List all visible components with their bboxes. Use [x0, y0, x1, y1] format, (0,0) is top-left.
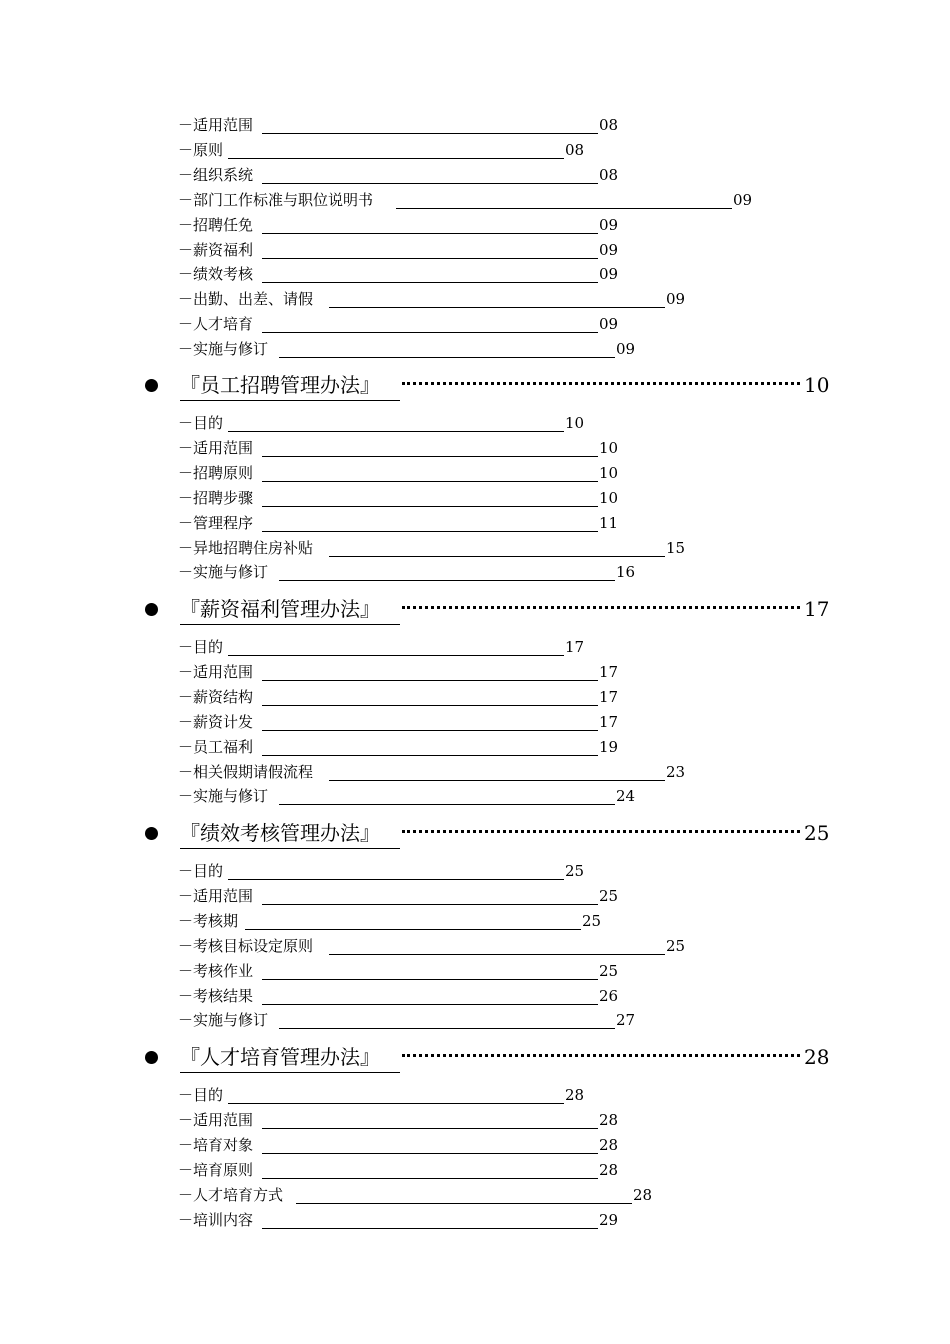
toc-item-page: 09: [599, 215, 619, 234]
toc-item-label: －实施与修订: [178, 1011, 269, 1030]
toc-leader-line: [262, 755, 598, 756]
toc-leader-line: [228, 655, 564, 656]
toc-item-label: －实施与修订: [178, 563, 269, 582]
toc-item-page: 26: [599, 986, 619, 1005]
toc-item[interactable]: [0, 859, 950, 883]
toc-dot-leader: [402, 382, 800, 385]
toc-item-page: 29: [599, 1210, 619, 1229]
toc-item-page: 09: [599, 240, 619, 259]
bullet-icon: [145, 827, 158, 840]
toc-section-title: 『员工招聘管理办法』: [180, 373, 380, 397]
toc-item-page: 28: [599, 1160, 619, 1179]
toc-leader-line: [262, 979, 598, 980]
toc-item-page: 15: [666, 538, 686, 557]
toc-item[interactable]: [0, 635, 950, 659]
toc-item-label: －培训内容: [178, 1210, 254, 1229]
toc-leader-line: [262, 506, 598, 507]
toc-item[interactable]: [0, 934, 950, 958]
toc-item[interactable]: [0, 238, 950, 262]
toc-item-label: －招聘原则: [178, 463, 254, 482]
toc-item-page: 25: [599, 961, 619, 980]
toc-title-underline: [180, 848, 400, 849]
toc-item[interactable]: [0, 411, 950, 435]
toc-item-page: 25: [599, 886, 619, 905]
toc-leader-line: [245, 929, 581, 930]
toc-item-label: －考核结果: [178, 986, 254, 1005]
toc-item-page: 10: [599, 463, 619, 482]
toc-item[interactable]: [0, 560, 950, 584]
toc-leader-line: [262, 705, 598, 706]
toc-leader-line: [262, 730, 598, 731]
toc-dot-leader: [402, 606, 800, 609]
toc-item-label: －异地招聘住房补贴: [178, 538, 314, 557]
toc-item-page: 17: [599, 662, 619, 681]
toc-section-page: 25: [804, 821, 830, 845]
toc-item-label: －原则: [178, 140, 224, 159]
toc-item-label: －薪资计发: [178, 712, 254, 731]
toc-item-label: －相关假期请假流程: [178, 762, 314, 781]
toc-dot-leader: [402, 1054, 800, 1057]
toc-item[interactable]: [0, 511, 950, 535]
toc-item-label: －目的: [178, 638, 224, 656]
toc-item[interactable]: [0, 884, 950, 908]
toc-leader-line: [228, 431, 564, 432]
toc-item-label: －薪资结构: [178, 687, 254, 706]
toc-item[interactable]: [0, 1083, 950, 1107]
toc-item-label: －考核作业: [178, 961, 254, 980]
toc-section-heading[interactable]: [0, 594, 950, 628]
toc-item[interactable]: [0, 760, 950, 784]
toc-item-page: 11: [599, 513, 619, 532]
toc-item-page: 09: [599, 265, 619, 284]
toc-item[interactable]: [0, 1133, 950, 1157]
toc-item[interactable]: [0, 735, 950, 759]
toc-item-page: 25: [666, 936, 686, 955]
toc-item-page: 16: [616, 563, 636, 582]
toc-item-label: －考核期: [178, 911, 239, 930]
toc-section-heading[interactable]: [0, 1042, 950, 1076]
toc-leader-line: [329, 556, 665, 557]
toc-item-page: 08: [599, 165, 619, 184]
bullet-icon: [145, 603, 158, 616]
toc-title-underline: [180, 1072, 400, 1073]
toc-item[interactable]: [0, 461, 950, 485]
toc-leader-line: [262, 133, 598, 134]
toc-item-label: －人才培育: [178, 315, 254, 334]
toc-item-label: －适用范围: [178, 116, 254, 134]
toc-item-page: 08: [599, 116, 619, 134]
toc-leader-line: [262, 332, 598, 333]
toc-leader-line: [262, 183, 598, 184]
toc-leader-line: [279, 357, 615, 358]
toc-leader-line: [228, 1103, 564, 1104]
toc-item[interactable]: [0, 784, 950, 808]
toc-item-label: －人才培育方式: [178, 1185, 284, 1204]
toc-item-page: 17: [599, 712, 619, 731]
toc-leader-line: [262, 1153, 598, 1154]
toc-item-label: －薪资福利: [178, 240, 254, 259]
toc-item[interactable]: [0, 1108, 950, 1132]
toc-section-page: 10: [804, 373, 830, 397]
toc-leader-line: [262, 680, 598, 681]
toc-item[interactable]: [0, 287, 950, 311]
toc-title-underline: [180, 624, 400, 625]
toc-item-label: －目的: [178, 862, 224, 880]
toc-item-page: 24: [616, 787, 636, 806]
toc-item-label: －绩效考核: [178, 265, 254, 284]
toc-item-label: －适用范围: [178, 438, 254, 457]
toc-leader-line: [262, 531, 598, 532]
toc-item[interactable]: [0, 909, 950, 933]
toc-title-underline: [180, 400, 400, 401]
toc-item-page: 17: [565, 638, 585, 656]
toc-item-page: 09: [733, 190, 753, 209]
toc-leader-line: [262, 481, 598, 482]
toc-section-title: 『人才培育管理办法』: [180, 1045, 380, 1069]
toc-item[interactable]: [0, 710, 950, 734]
toc-item[interactable]: [0, 1008, 950, 1032]
toc-item-label: －实施与修订: [178, 787, 269, 806]
bullet-icon: [145, 1051, 158, 1064]
toc-item-page: 09: [616, 340, 636, 359]
toc-item-page: 25: [565, 862, 585, 880]
toc-item-label: －组织系统: [178, 165, 254, 184]
toc-item-label: －招聘任免: [178, 215, 254, 234]
toc-leader-line: [262, 904, 598, 905]
toc-section-heading[interactable]: [0, 370, 950, 404]
toc-section-title: 『绩效考核管理办法』: [180, 821, 380, 845]
toc-item-page: 09: [666, 290, 686, 309]
toc-item-label: －员工福利: [178, 737, 254, 756]
toc-item-label: －培育原则: [178, 1160, 254, 1179]
toc-leader-line: [228, 879, 564, 880]
toc-item-page: 28: [565, 1086, 585, 1104]
toc-section-page: 17: [804, 597, 830, 621]
toc-item-label: －招聘步骤: [178, 488, 254, 507]
toc-item-page: 19: [599, 737, 619, 756]
toc-item-label: －考核目标设定原则: [178, 936, 314, 955]
toc-item-page: 28: [599, 1110, 619, 1129]
toc-item[interactable]: [0, 163, 950, 187]
toc-section-heading[interactable]: [0, 818, 950, 852]
toc-item-label: －适用范围: [178, 662, 254, 681]
toc-leader-line: [262, 282, 598, 283]
toc-leader-line: [262, 1128, 598, 1129]
toc-item-page: 09: [599, 315, 619, 334]
toc-item-page: 27: [616, 1011, 636, 1030]
toc-item[interactable]: [0, 312, 950, 336]
bullet-icon: [145, 379, 158, 392]
toc-leader-line: [262, 258, 598, 259]
toc-item[interactable]: [0, 660, 950, 684]
toc-item-page: 25: [582, 911, 602, 930]
toc-item[interactable]: [0, 138, 950, 162]
toc-item[interactable]: [0, 1183, 950, 1207]
toc-item[interactable]: [0, 436, 950, 460]
toc-item-page: 10: [599, 438, 619, 457]
toc-item-label: －实施与修订: [178, 340, 269, 359]
toc-item-page: 10: [599, 488, 619, 507]
toc-item-label: －目的: [178, 1086, 224, 1104]
toc-leader-line: [396, 208, 732, 209]
toc-item-page: 28: [633, 1185, 653, 1204]
toc-item-label: －培育对象: [178, 1135, 254, 1154]
toc-leader-line: [262, 456, 598, 457]
toc-item[interactable]: [0, 1208, 950, 1232]
toc-leader-line: [228, 158, 564, 159]
toc-item[interactable]: [0, 213, 950, 237]
toc-item-label: －适用范围: [178, 886, 254, 905]
toc-item[interactable]: [0, 262, 950, 286]
toc-leader-line: [262, 233, 598, 234]
toc-item-page: 28: [599, 1135, 619, 1154]
toc-item-page: 17: [599, 687, 619, 706]
toc-leader-line: [279, 804, 615, 805]
toc-leader-line: [329, 307, 665, 308]
toc-item[interactable]: [0, 337, 950, 361]
toc-dot-leader: [402, 830, 800, 833]
toc-item-label: －目的: [178, 414, 224, 432]
toc-section-page: 28: [804, 1045, 830, 1069]
toc-item[interactable]: [0, 188, 950, 212]
toc-leader-line: [262, 1228, 598, 1229]
toc-item[interactable]: [0, 984, 950, 1008]
toc-item[interactable]: [0, 685, 950, 709]
toc-item-label: －出勤、出差、请假: [178, 290, 314, 309]
toc-leader-line: [329, 780, 665, 781]
toc-item-label: －管理程序: [178, 513, 254, 532]
toc-item[interactable]: [0, 959, 950, 983]
toc-leader-line: [296, 1203, 632, 1204]
toc-item-page: 23: [666, 762, 686, 781]
toc-leader-line: [279, 580, 615, 581]
toc-section-title: 『薪资福利管理办法』: [180, 597, 380, 621]
toc-item[interactable]: [0, 536, 950, 560]
toc-leader-line: [262, 1178, 598, 1179]
toc-item-page: 10: [565, 414, 585, 432]
toc-item[interactable]: [0, 113, 950, 137]
toc-item[interactable]: [0, 1158, 950, 1182]
toc-leader-line: [329, 954, 665, 955]
toc-leader-line: [279, 1028, 615, 1029]
toc-item-label: －适用范围: [178, 1110, 254, 1129]
toc-item-label: －部门工作标准与职位说明书: [178, 190, 374, 209]
toc-item-page: 08: [565, 140, 585, 159]
toc-item[interactable]: [0, 486, 950, 510]
toc-leader-line: [262, 1004, 598, 1005]
